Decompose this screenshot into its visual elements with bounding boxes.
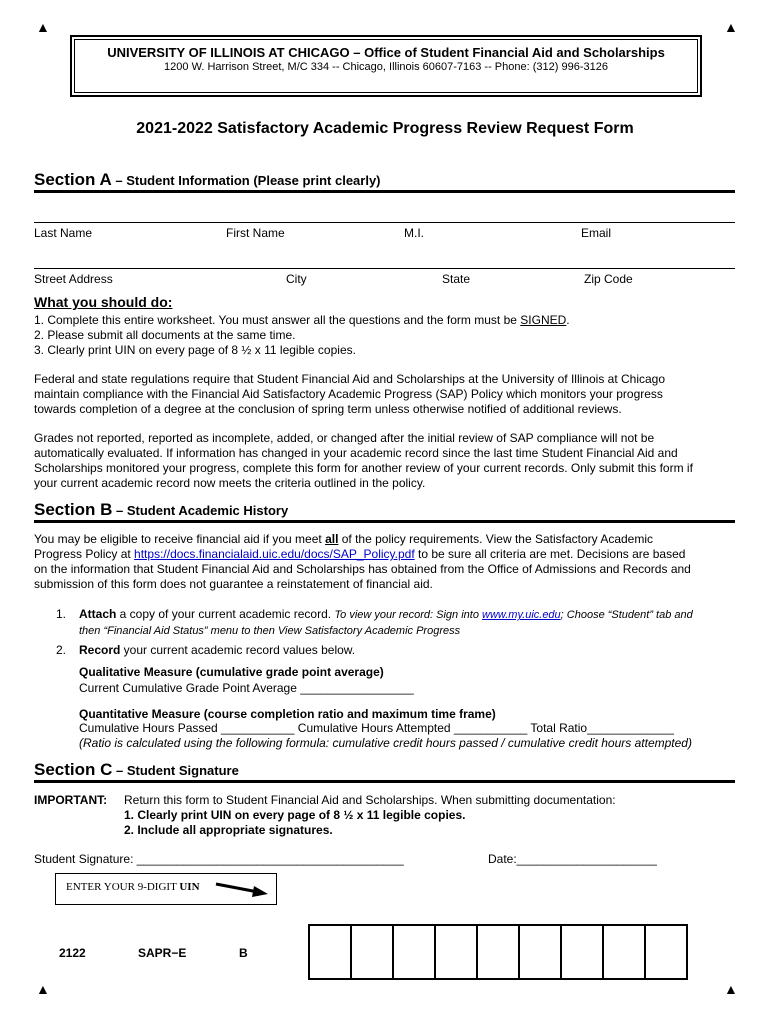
- intro-all: all: [325, 532, 339, 546]
- para1-line: towards completion of a degree at the conclusion of spring term unless otherwise notified of additional reviews.: [34, 402, 622, 416]
- intro-text: Progress Policy at: [34, 547, 135, 561]
- uin-digit-boxes: [308, 924, 686, 978]
- intro-text: to be sure all criteria are met. Decisions are based: [414, 547, 686, 561]
- state-label: State: [442, 272, 471, 286]
- item-2-number: 2.: [56, 643, 67, 657]
- step-1-end: .: [566, 313, 570, 327]
- para2-line: Grades not reported, reported as incomplete, added, or changed after the initial review of SAP compliance will not be: [34, 431, 655, 445]
- quantitative-bold: Quantitative Measure: [79, 707, 201, 721]
- field-line-row1: [34, 222, 735, 223]
- intro-text: of the policy requirements. View the Satisfactory Academic: [338, 532, 654, 546]
- uin-label-box: [55, 873, 277, 905]
- steps-list: [34, 313, 734, 358]
- header-title: UNIVERSITY OF ILLINOIS AT CHICAGO – Office of Student Financial Aid and Scholarships: [107, 45, 665, 60]
- corner-mark-bottom-left: ▲: [36, 981, 50, 997]
- my-uic-link[interactable]: www.my.uic.edu: [482, 609, 561, 621]
- para2-line: your current academic record now meets the criteria outlined in the policy.: [34, 476, 426, 490]
- step-2: 2. Please submit all documents at the same time.: [34, 328, 296, 342]
- important-item-1: 1. Clearly print UIN on every page of 8 ½ x 11 legible copies.: [124, 808, 466, 822]
- first-name-label: First Name: [226, 226, 285, 240]
- section-b-intro: [34, 532, 734, 592]
- item-1-bold: Attach: [79, 607, 117, 621]
- section-a-heading: [34, 170, 381, 190]
- ratio-formula-note: (Ratio is calculated using the following formula: cumulative credit hours passed / cumulative credit hours attempted): [79, 736, 692, 750]
- uin-digit-box[interactable]: [560, 924, 604, 980]
- uin-digit-box[interactable]: [476, 924, 520, 980]
- section-c-rule: [34, 780, 735, 783]
- section-b-title: – Student Academic History: [112, 503, 289, 518]
- arrow-right-icon: [214, 880, 270, 898]
- qualitative-heading: Qualitative Measure (cumulative grade point average): [79, 665, 384, 679]
- section-c-title: – Student Signature: [112, 763, 239, 778]
- quantitative-heading: [79, 707, 496, 721]
- last-name-label: Last Name: [34, 226, 93, 240]
- intro-text: on the information that Student Financial Aid and Scholarships has obtained from the Office of Admissions and Records and: [34, 562, 691, 576]
- street-address-label: Street Address: [34, 272, 113, 286]
- item-2: [79, 643, 355, 657]
- hours-fields[interactable]: Cumulative Hours Passed ___________ Cumulative Hours Attempted ___________ Total Ratio_____________: [79, 721, 674, 735]
- header-box: [70, 35, 702, 97]
- grades-paragraph: [34, 431, 734, 491]
- para1-line: Federal and state regulations require that Student Financial Aid and Scholarships at the University of Illinois at Chicago: [34, 372, 666, 386]
- section-b-prefix: Section B: [34, 500, 113, 519]
- what-you-should-do-heading: What you should do:: [34, 294, 173, 310]
- zip-code-label: Zip Code: [584, 272, 633, 286]
- item-1-instructions: then “Financial Aid Status” menu to then View Satisfactory Academic Progress: [79, 625, 461, 637]
- city-label: City: [286, 272, 307, 286]
- quantitative-rest: (course completion ratio and maximum time frame): [200, 707, 496, 721]
- uin-label-text: ENTER YOUR 9-DIGIT: [66, 881, 180, 893]
- step-1: [34, 313, 734, 328]
- section-c-heading: [34, 760, 239, 780]
- intro-text: You may be eligible to receive financial aid if you meet: [34, 532, 326, 546]
- item-1-instructions: ; Choose “Student” tab and: [560, 609, 693, 621]
- corner-mark-top-right: ▲: [724, 19, 738, 35]
- para1-line: maintain compliance with the Financial Aid Satisfactory Academic Progress (SAP) Policy which monitors your progress: [34, 387, 663, 401]
- para2-line: Scholarships monitored your progress, complete this form for another review of your current records. Only submit this form if: [34, 461, 693, 475]
- uin-digit-box[interactable]: [434, 924, 478, 980]
- uin-digit-box[interactable]: [350, 924, 394, 980]
- form-code-year: 2122: [59, 946, 86, 960]
- step-3: 3. Clearly print UIN on every page of 8 ½ x 11 legible copies.: [34, 343, 356, 357]
- header-address: 1200 W. Harrison Street, M/C 334 -- Chicago, Illinois 60607-7163 -- Phone: (312) 996-3126: [164, 61, 608, 73]
- section-a-title: – Student Information (Please print clearly): [111, 173, 381, 188]
- field-line-row2: [34, 268, 735, 269]
- student-signature-field[interactable]: Student Signature: ________________________________________: [34, 852, 404, 866]
- step-1-text: 1. Complete this entire worksheet. You must answer all the questions and the form must be: [34, 313, 521, 327]
- item-1-instructions: To view your record: Sign into: [334, 609, 483, 621]
- regulations-paragraph: [34, 372, 734, 417]
- gpa-field[interactable]: Current Cumulative Grade Point Average _________________: [79, 681, 414, 695]
- item-1-text: a copy of your current academic record.: [116, 607, 335, 621]
- para2-line: automatically evaluated. If information has changed in your academic record since the last time Student Financial Aid and: [34, 446, 678, 460]
- email-label: Email: [581, 226, 612, 240]
- uin-label-bold: UIN: [179, 881, 200, 893]
- section-a-rule: [34, 190, 735, 193]
- section-b-heading: [34, 500, 288, 520]
- step-1-signed: SIGNED: [520, 313, 567, 327]
- important-text: Return this form to Student Financial Aid and Scholarships. When submitting documentation:: [124, 793, 616, 807]
- section-a-prefix: Section A: [34, 170, 112, 189]
- corner-mark-bottom-right: ▲: [724, 981, 738, 997]
- form-title: 2021-2022 Satisfactory Academic Progress Review Request Form: [136, 120, 634, 137]
- section-b-rule: [34, 520, 735, 523]
- uin-digit-box[interactable]: [644, 924, 688, 980]
- item-1-number: 1.: [56, 607, 67, 621]
- corner-mark-top-left: ▲: [36, 19, 50, 35]
- uin-digit-box[interactable]: [392, 924, 436, 980]
- form-code-type: SAPR−E: [138, 946, 187, 960]
- item-1: [79, 607, 739, 639]
- uin-digit-box[interactable]: [308, 924, 352, 980]
- important-label: IMPORTANT:: [34, 793, 108, 807]
- sap-policy-link[interactable]: https://docs.financialaid.uic.edu/docs/SAP_Policy.pdf: [134, 547, 415, 561]
- uin-label: [66, 881, 200, 893]
- mi-label: M.I.: [404, 226, 424, 240]
- intro-text: submission of this form does not guarantee a reinstatement of financial aid.: [34, 577, 433, 591]
- uin-digit-box[interactable]: [602, 924, 646, 980]
- date-field[interactable]: Date:_____________________: [488, 852, 657, 866]
- important-item-2: 2. Include all appropriate signatures.: [124, 823, 333, 837]
- item-2-text: your current academic record values below.: [120, 643, 356, 657]
- section-c-prefix: Section C: [34, 760, 113, 779]
- uin-digit-box[interactable]: [518, 924, 562, 980]
- form-code-version: B: [239, 946, 248, 960]
- item-2-bold: Record: [79, 643, 121, 657]
